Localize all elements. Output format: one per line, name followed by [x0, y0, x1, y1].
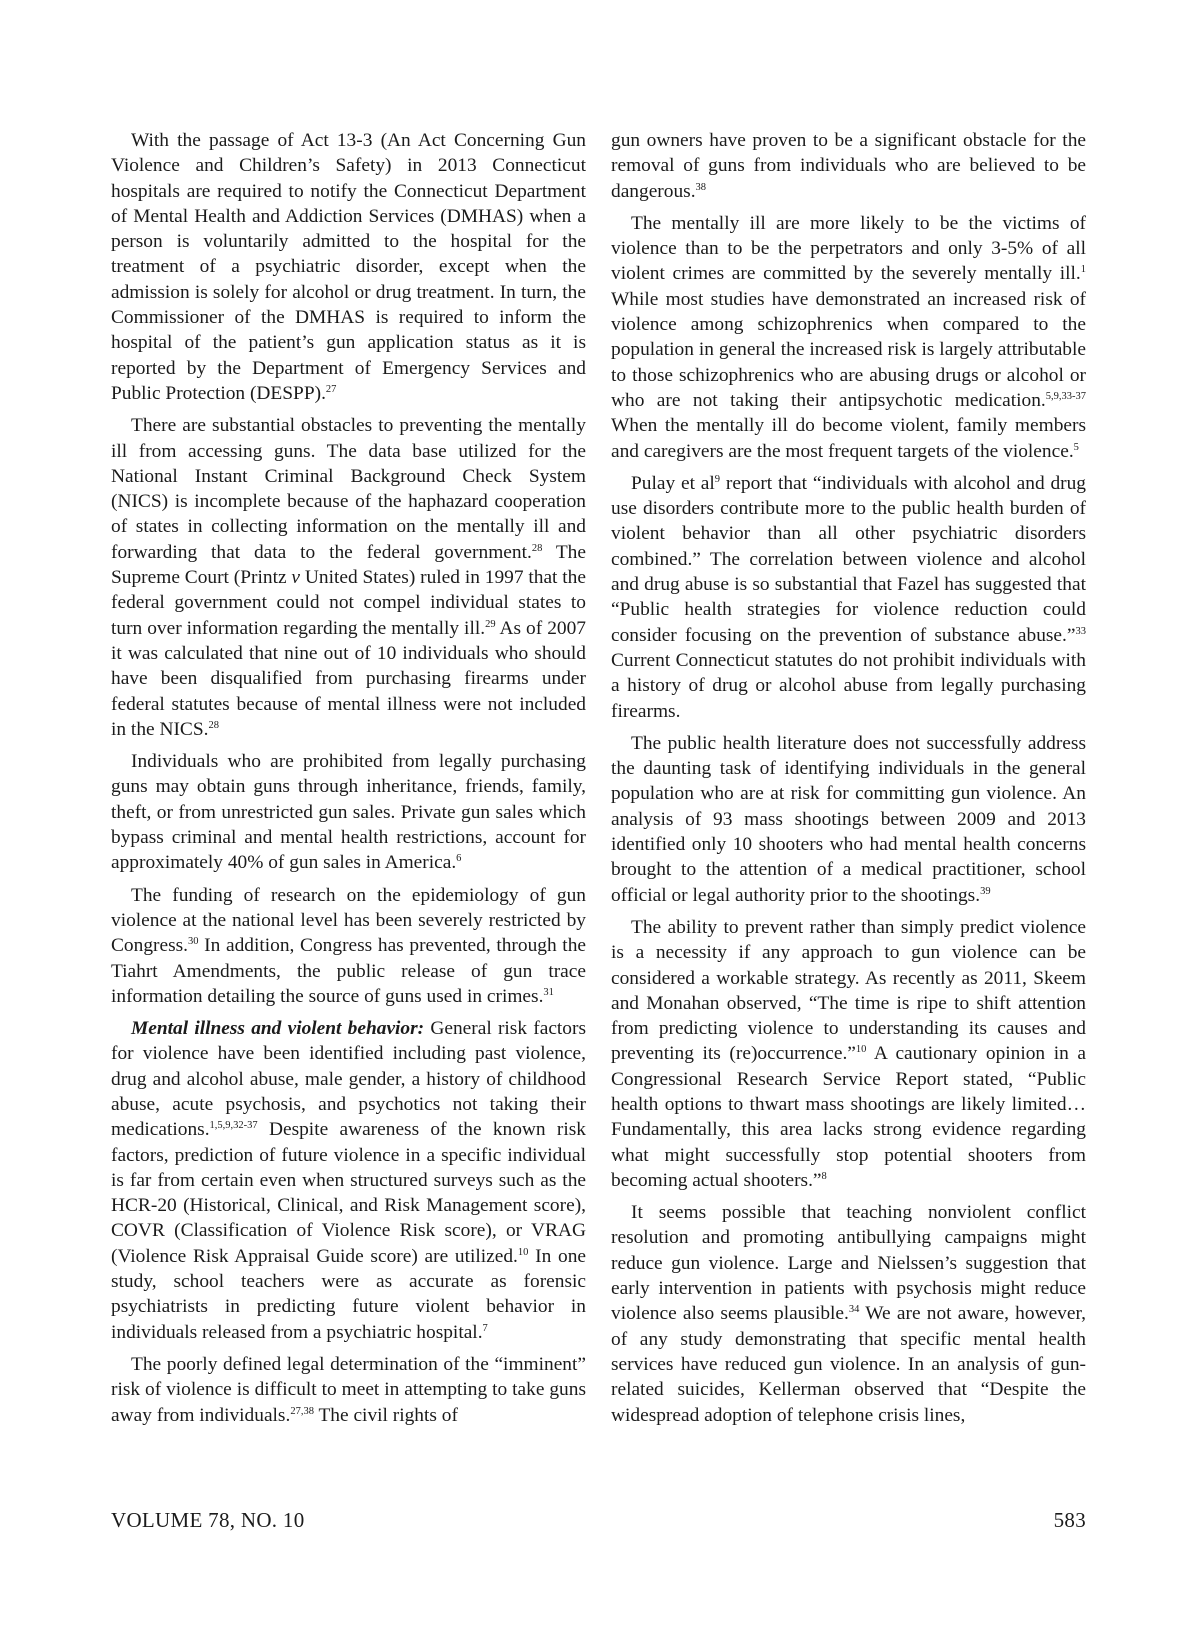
citation: 38	[695, 181, 707, 193]
paragraph: The poorly defined legal determination of the “imminent” risk of violence is difficult to meet in attempting to take guns away from individuals.$^{27,38}$ The civil rights of	[111, 1353, 586, 1426]
paragraph: It seems possible that teaching nonviolent conflict resolution and promoting antibullying campaigns might reduce gun violence. Large and Nielssen’s suggestion that early intervention in patients with psychosis might reduce violence also seems plausible.$^{34}$ We are not aware, however, of any study demonstrating that specific mental health services have reduced gun violence. In an analysis of gun-related suicides, Kellerman observed that “Despite the widespread adoption of telephone crisis lines,	[611, 1202, 1087, 1426]
page-number: 583	[1053, 1508, 1086, 1532]
citation: 1	[1080, 264, 1086, 276]
paragraph: Pulay et $al^9$ report that “individuals with alcohol and drug use disorders contribute more to the public health burden of violent behavior than all other psychiatric disorders combined.” The correlation between violence and alcohol and drug abuse is so substantial that Fazel has suggested that “Public health strategies for violence reduction could consider focusing on the prevention of substance abuse.”$^{33}$ Current Connecticut statutes do not prohibit individuals with a history of drug or alcohol abuse from legally purchasing firearms.	[611, 472, 1086, 722]
citation: 29	[485, 618, 496, 630]
citation: 34	[848, 1304, 860, 1316]
citation: 5	[1073, 441, 1079, 453]
citation: 1,5,9,32-37	[209, 1120, 258, 1132]
paragraph: The public health literature does not successfully address the daunting task of identifying individuals in the general population who are at risk for committing gun violence. An analysis of 93 mass shootings between 2009 and 2013 identified only 10 shooters who had mental health concerns brought to the attention of a medical practitioner, school official or legal authority prior to the shootings.$^{39}$	[611, 732, 1086, 906]
citation: 27,38	[290, 1405, 314, 1417]
citation: 6	[456, 853, 462, 865]
left-column	[111, 128, 586, 1435]
paragraph: Mental illness and violent behavior: General risk factors for violence have been identified including past violence, drug and alcohol abuse, male gender, a history of childhood abuse, acute psychosis, and psychotics not taking their medications.$^{1,5,9,32-37}$ Despite awareness of the known risk factors, prediction of future violence in a specific individual is far from certain even when structured surveys such as the HCR-20 (Historical, Clinical, and Risk Management score), COVR (Classification of Violence Risk score), or VRAG (Violence Risk Appraisal Guide score) are utilized.$^{10}$ In one study, school teachers were as accurate as forensic psychiatrists in predicting future violent behavior in individuals released from a psychiatric hospital.$^7$	[111, 1018, 587, 1343]
citation: 10	[517, 1246, 529, 1258]
paragraph: Individuals who are prohibited from legally purchasing guns may obtain guns through inheritance, friends, family, theft, or from unrestricted gun sales. Private gun sales which bypass criminal and mental health restrictions, account for approximately 40% of gun sales in America.$^6$	[111, 751, 586, 874]
citation: 9	[714, 473, 721, 485]
paragraph: gun owners have proven to be a significant obstacle for the removal of guns from individuals who are believed to be dangerous.$^{38}$	[611, 130, 1086, 202]
citation: 30	[188, 936, 199, 948]
citation: 28	[208, 719, 219, 731]
citation: 39	[980, 885, 991, 897]
case-versus: v	[291, 567, 301, 589]
paragraph: With the passage of Act 13-3 (An Act Concerning Gun Violence and Children’s Safety) in 2013 Connecticut hospitals are required to notify the Connecticut Department of Mental Health and Addiction Services (DMHAS) when a person is voluntarily admitted to the hospital for the treatment of a psychiatric disorder, except when the admission is solely for alcohol or drug treatment. In turn, the Commissioner of the DMHAS is required to inform the hospital of the patient’s gun application status as it is reported by the Department of Emergency Services and Public Protection (DESPP).$^{27}$	[111, 130, 586, 404]
section-heading: Mental illness and violent behavior:	[131, 1018, 425, 1040]
citation: 7	[482, 1322, 488, 1334]
citation: 27	[325, 383, 337, 395]
journal-volume: VOLUME 78, NO. 10	[111, 1508, 305, 1532]
paragraph: The mentally ill are more likely to be the victims of violence than to be the perpetrators and only 3-5% of all violent crimes are committed by the severely mentally ill.$^1$ While most studies have demonstrated an increased risk of violence among schizophrenics when compared to the population in general the increased risk is largely attributable to those schizophrenics who are abusing drugs or alcohol or who are not taking their antipsychotic medication.$^{5,9,33-37}$ When the mentally ill do become violent, family members and caregivers are the most frequent targets of the violence.$^5$	[611, 212, 1086, 462]
citation: 5,9,33-37	[1045, 390, 1086, 402]
right-column	[611, 128, 1086, 1435]
citation: 10	[855, 1044, 867, 1056]
paragraph: The ability to prevent rather than simply predict violence is a necessity if any approach to gun violence can be considered a workable strategy. As recently as 2011, Skeem and Monahan observed, “The time is ripe to shift attention from predicting violence to understanding its causes and preventing its (re)occurrence.”$^{10}$ A cautionary opinion in a Congressional Research Service Report stated, “Public health options to thwart mass shootings are likely limited… Fundamentally, this area lacks strong evidence regarding what might successfully stop potential shooters from becoming actual shooters.”$^8$	[611, 916, 1087, 1191]
paragraph: The funding of research on the epidemiology of gun violence at the national level has been severely restricted by Congress.$^{30}$ In addition, Congress has prevented, through the Tiahrt Amendments, the public release of gun trace information detailing the source of guns used in crimes.$^{31}$	[111, 884, 586, 1007]
paragraph: There are substantial obstacles to preventing the mentally ill from accessing guns. The data base utilized for the National Instant Criminal Background Check System (NICS) is incomplete because of the haphazard cooperation of states in collecting information on the mentally ill and forwarding that data to the federal government.$^{28}$ The Supreme Court (Printz v United States) ruled in 1997 that the federal government could not compel individual states to turn over information regarding the mentally ill.$^{29}$ As of 2007 it was calculated that nine out of 10 individuals who should have been disqualified from purchasing firearms under federal statutes because of mental illness were not included in the NICS.$^{28}$	[111, 415, 586, 740]
citation: 28	[531, 542, 543, 554]
citation: 33	[1075, 625, 1086, 637]
citation: 8	[821, 1170, 827, 1182]
citation: 31	[543, 986, 554, 998]
